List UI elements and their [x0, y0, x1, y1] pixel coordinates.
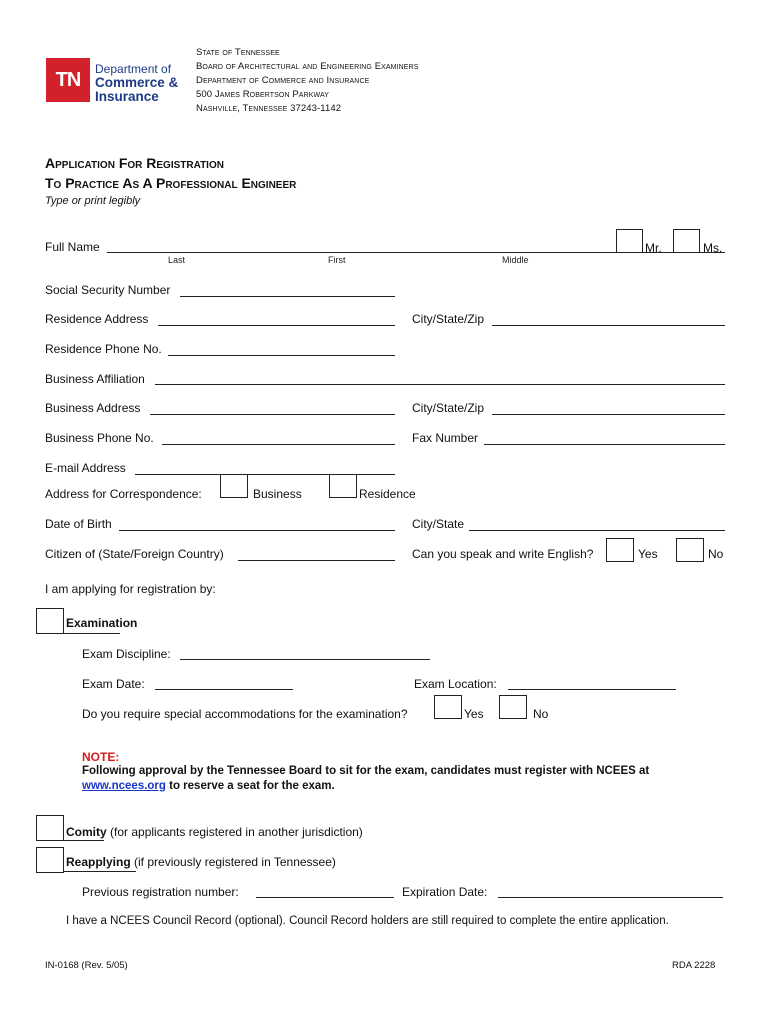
examination-label: Examination	[66, 616, 138, 630]
middle-name-caption: Middle	[502, 255, 529, 265]
residence-phone-label: Residence Phone No.	[45, 342, 162, 356]
residence-address-field[interactable]	[158, 325, 395, 326]
fax-label: Fax Number	[412, 431, 479, 445]
ssn-label: Social Security Number	[45, 283, 171, 297]
full-name-field[interactable]	[107, 252, 617, 253]
subtitle: Type or print legibly	[45, 195, 141, 207]
residence-city-field[interactable]	[492, 325, 725, 326]
accommodations-no-label: No	[533, 707, 549, 721]
expiration-field[interactable]	[498, 897, 723, 898]
prev-reg-field[interactable]	[256, 897, 394, 898]
business-affiliation-label: Business Affiliation	[45, 372, 145, 386]
mr-label: Mr.	[645, 241, 662, 255]
dob-label: Date of Birth	[45, 517, 112, 531]
english-yes-label: Yes	[638, 547, 658, 561]
exam-discipline-label: Exam Discipline:	[82, 647, 171, 661]
note-label: NOTE:	[82, 750, 120, 764]
page-title	[45, 153, 296, 193]
business-address-label: Business Address	[45, 401, 141, 415]
header-line-3: Department of Commerce and Insurance	[196, 75, 370, 86]
reapplying-description: (if previously registered in Tennessee)	[130, 855, 336, 869]
accommodations-no-checkbox[interactable]	[499, 695, 527, 719]
comity-title: Comity	[66, 825, 107, 839]
note-line-2	[82, 780, 335, 792]
fax-field[interactable]	[484, 444, 725, 445]
examination-checkbox[interactable]	[36, 608, 64, 634]
expiration-label: Expiration Date:	[402, 885, 488, 899]
correspondence-residence-checkbox[interactable]	[329, 474, 357, 498]
comity-underline	[64, 840, 104, 841]
citizen-label: Citizen of (State/Foreign Country)	[45, 547, 224, 561]
mr-checkbox[interactable]	[616, 229, 643, 253]
business-city-field[interactable]	[492, 414, 725, 415]
dob-field[interactable]	[119, 530, 395, 531]
header-line-1: State of Tennessee	[196, 47, 280, 58]
reapplying-title: Reapplying	[66, 855, 131, 869]
english-label: Can you speak and write English?	[412, 547, 594, 561]
correspondence-label: Address for Correspondence:	[45, 487, 202, 501]
logo-line-2: Commerce &	[95, 75, 179, 90]
comity-checkbox[interactable]	[36, 815, 64, 841]
accommodations-label: Do you require special accommodations for the examination?	[82, 707, 408, 721]
exam-date-field[interactable]	[155, 689, 293, 690]
title-line-2: To Practice As A Professional Engineer	[45, 175, 297, 191]
english-no-label: No	[708, 547, 724, 561]
header-line-2: Board of Architectural and Engineering Examiners	[196, 61, 419, 72]
correspondence-business-checkbox[interactable]	[220, 474, 248, 498]
comity-label	[66, 825, 363, 839]
comity-description: (for applicants registered in another jurisdiction)	[106, 825, 363, 839]
residence-phone-field[interactable]	[168, 355, 395, 356]
header-line-4: 500 James Robertson Parkway	[196, 89, 329, 100]
rda-number: RDA 2228	[672, 960, 716, 971]
ms-underline	[700, 252, 725, 253]
email-label: E-mail Address	[45, 461, 126, 475]
header-line-5: Nashville, Tennessee 37243-1142	[196, 103, 342, 114]
birth-city-label: City/State	[412, 517, 465, 531]
reapplying-label	[66, 855, 336, 869]
last-name-caption: Last	[168, 255, 186, 265]
citizen-field[interactable]	[238, 560, 395, 561]
business-affiliation-field[interactable]	[155, 384, 725, 385]
logo-line-3: Insurance	[95, 89, 159, 104]
correspondence-residence-label: Residence	[359, 487, 416, 501]
ncees-link[interactable]: www.ncees.org	[82, 780, 166, 792]
logo-line-1: Department of	[95, 62, 172, 76]
business-phone-field[interactable]	[162, 444, 395, 445]
prev-reg-label: Previous registration number:	[82, 885, 239, 899]
exam-location-label: Exam Location:	[414, 677, 497, 691]
note-tail: to reserve a seat for the exam.	[165, 780, 335, 792]
correspondence-business-label: Business	[253, 487, 302, 501]
tn-logo-mark: TN	[46, 58, 90, 102]
business-phone-label: Business Phone No.	[45, 431, 154, 445]
mr-underline	[643, 252, 673, 253]
accommodations-yes-label: Yes	[464, 707, 484, 721]
business-address-field[interactable]	[150, 414, 395, 415]
accommodations-yes-checkbox[interactable]	[434, 695, 462, 719]
reapplying-checkbox[interactable]	[36, 847, 64, 873]
exam-date-label: Exam Date:	[82, 677, 145, 691]
form-number: IN-0168 (Rev. 5/05)	[45, 960, 128, 971]
residence-city-label: City/State/Zip	[412, 312, 485, 326]
logo-text	[95, 62, 178, 104]
ms-label: Ms.	[703, 241, 723, 255]
residence-address-label: Residence Address	[45, 312, 149, 326]
business-city-label: City/State/Zip	[412, 401, 485, 415]
exam-location-field[interactable]	[508, 689, 676, 690]
birth-city-field[interactable]	[469, 530, 725, 531]
english-yes-checkbox[interactable]	[606, 538, 634, 562]
examination-underline	[64, 633, 120, 634]
council-record-statement: I have a NCEES Council Record (optional). Council Record holders are still required to complete the entire application.	[66, 915, 669, 927]
reapplying-underline	[64, 871, 136, 872]
applying-label: I am applying for registration by:	[45, 582, 216, 596]
exam-discipline-field[interactable]	[180, 659, 430, 660]
title-line-1: Application For Registration	[45, 155, 224, 171]
english-no-checkbox[interactable]	[676, 538, 704, 562]
ms-checkbox[interactable]	[673, 229, 700, 253]
full-name-label: Full Name	[45, 240, 100, 254]
note-text: Following approval by the Tennessee Board to sit for the exam, candidates must register with NCEES at	[82, 765, 650, 777]
first-name-caption: First	[328, 255, 346, 265]
agency-header	[196, 46, 419, 116]
ssn-field[interactable]	[180, 296, 395, 297]
